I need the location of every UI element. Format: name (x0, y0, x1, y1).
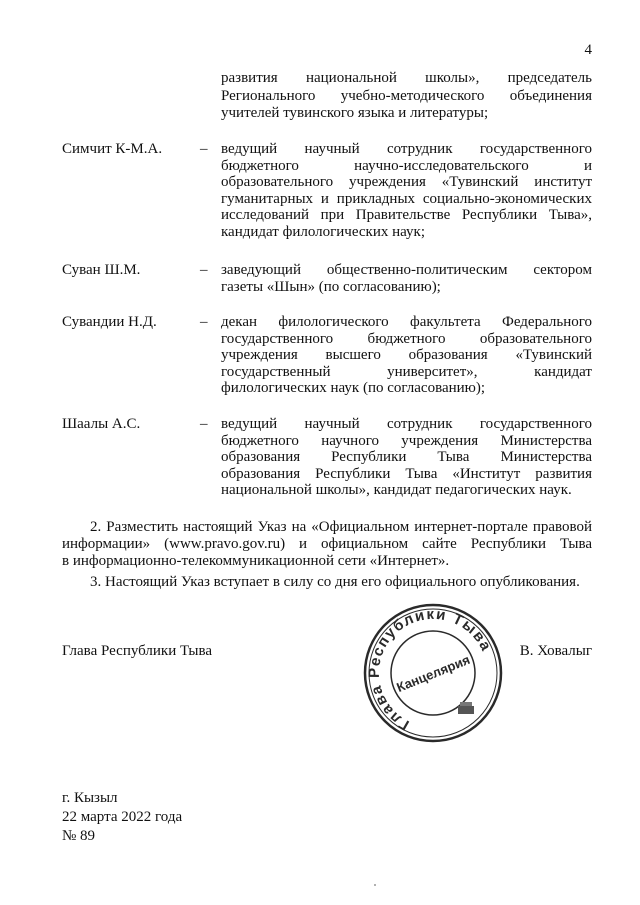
text-line: ведущий научный сотрудник государственного (221, 141, 592, 157)
member-description (221, 262, 592, 295)
text-line: филологических наук (по согласованию); (221, 380, 486, 396)
stamp-emblem-icon (458, 702, 474, 714)
text-line: кандидат филологических наук; (221, 223, 425, 240)
signature-name: В. Ховалыг (519, 643, 592, 659)
paragraph-2 (62, 519, 592, 570)
paragraph-3 (62, 574, 592, 591)
text-line: в информационно-телекоммуникационной сети «Интернет». (62, 553, 450, 569)
text-line: развития национальной школы», председатель (221, 70, 592, 86)
dash: – (200, 262, 208, 278)
text-line: 2. Разместить настоящий Указ на «Официальном интернет-портале правовой (90, 519, 592, 535)
member-name: Симчит К-М.А. (62, 141, 163, 157)
member-name: Сувандии Н.Д. (62, 314, 157, 330)
document-number: № 89 (62, 828, 96, 844)
text-line: национальной школы», кандидат педагогических наук. (221, 482, 572, 498)
member-description (221, 416, 592, 499)
text-line: образования Республики Тыва Министерства (221, 449, 592, 465)
text-line: гуманитарных и прикладных социально-экономических (221, 190, 592, 207)
document-footer (62, 789, 182, 846)
text-line: информации» (www.pravo.gov.ru) и официальном сайте Республики Тыва (62, 536, 592, 552)
text-line: 3. Настоящий Указ вступает в силу со дня его официального опубликования. (90, 574, 580, 590)
date: 22 марта 2022 года (62, 809, 183, 825)
scan-artifact (374, 884, 376, 886)
signature-title: Глава Республики Тыва (62, 643, 213, 659)
text-line: образования Республики Тыва «Институт развития (221, 465, 592, 482)
text-line: учреждения высшего образования «Тувинский (221, 347, 592, 363)
member-name: Шаалы А.С. (62, 416, 141, 432)
text-line: бюджетного научного учреждения Министерства (221, 432, 592, 449)
text-line: бюджетного научно-исследовательского и (221, 157, 592, 174)
text-line: Регионального учебно-методического объединения (221, 87, 592, 104)
page-number: 4 (584, 42, 592, 58)
stamp-outer-text: Глава Республики Тыва (365, 605, 495, 734)
member-description (221, 314, 592, 397)
text-line: ведущий научный сотрудник государственного (221, 416, 592, 432)
text-line: государственный университет», кандидат (221, 363, 592, 380)
text-line: учителей тувинского языка и литературы; (221, 105, 489, 121)
dash: – (200, 141, 208, 157)
member-description (221, 141, 592, 240)
text-line: заведующий общественно-политическим сектором (221, 262, 592, 278)
continuation-text (221, 70, 592, 123)
text-line: исследований при Правительстве Республики Тыва», (221, 207, 592, 223)
dash: – (200, 314, 208, 330)
text-line: декан филологического факультета Федерального (221, 314, 592, 330)
member-name: Суван Ш.М. (62, 262, 141, 278)
text-line: государственного бюджетного образовательного (221, 330, 592, 347)
text-line: образовательного учреждения «Тувинский институт (221, 174, 592, 190)
stamp-inner-text: Канцелярия (394, 651, 473, 695)
place: г. Кызыл (62, 790, 118, 806)
official-stamp (358, 598, 508, 748)
dash: – (200, 416, 208, 432)
text-line: газеты «Шын» (по согласованию); (221, 278, 441, 295)
